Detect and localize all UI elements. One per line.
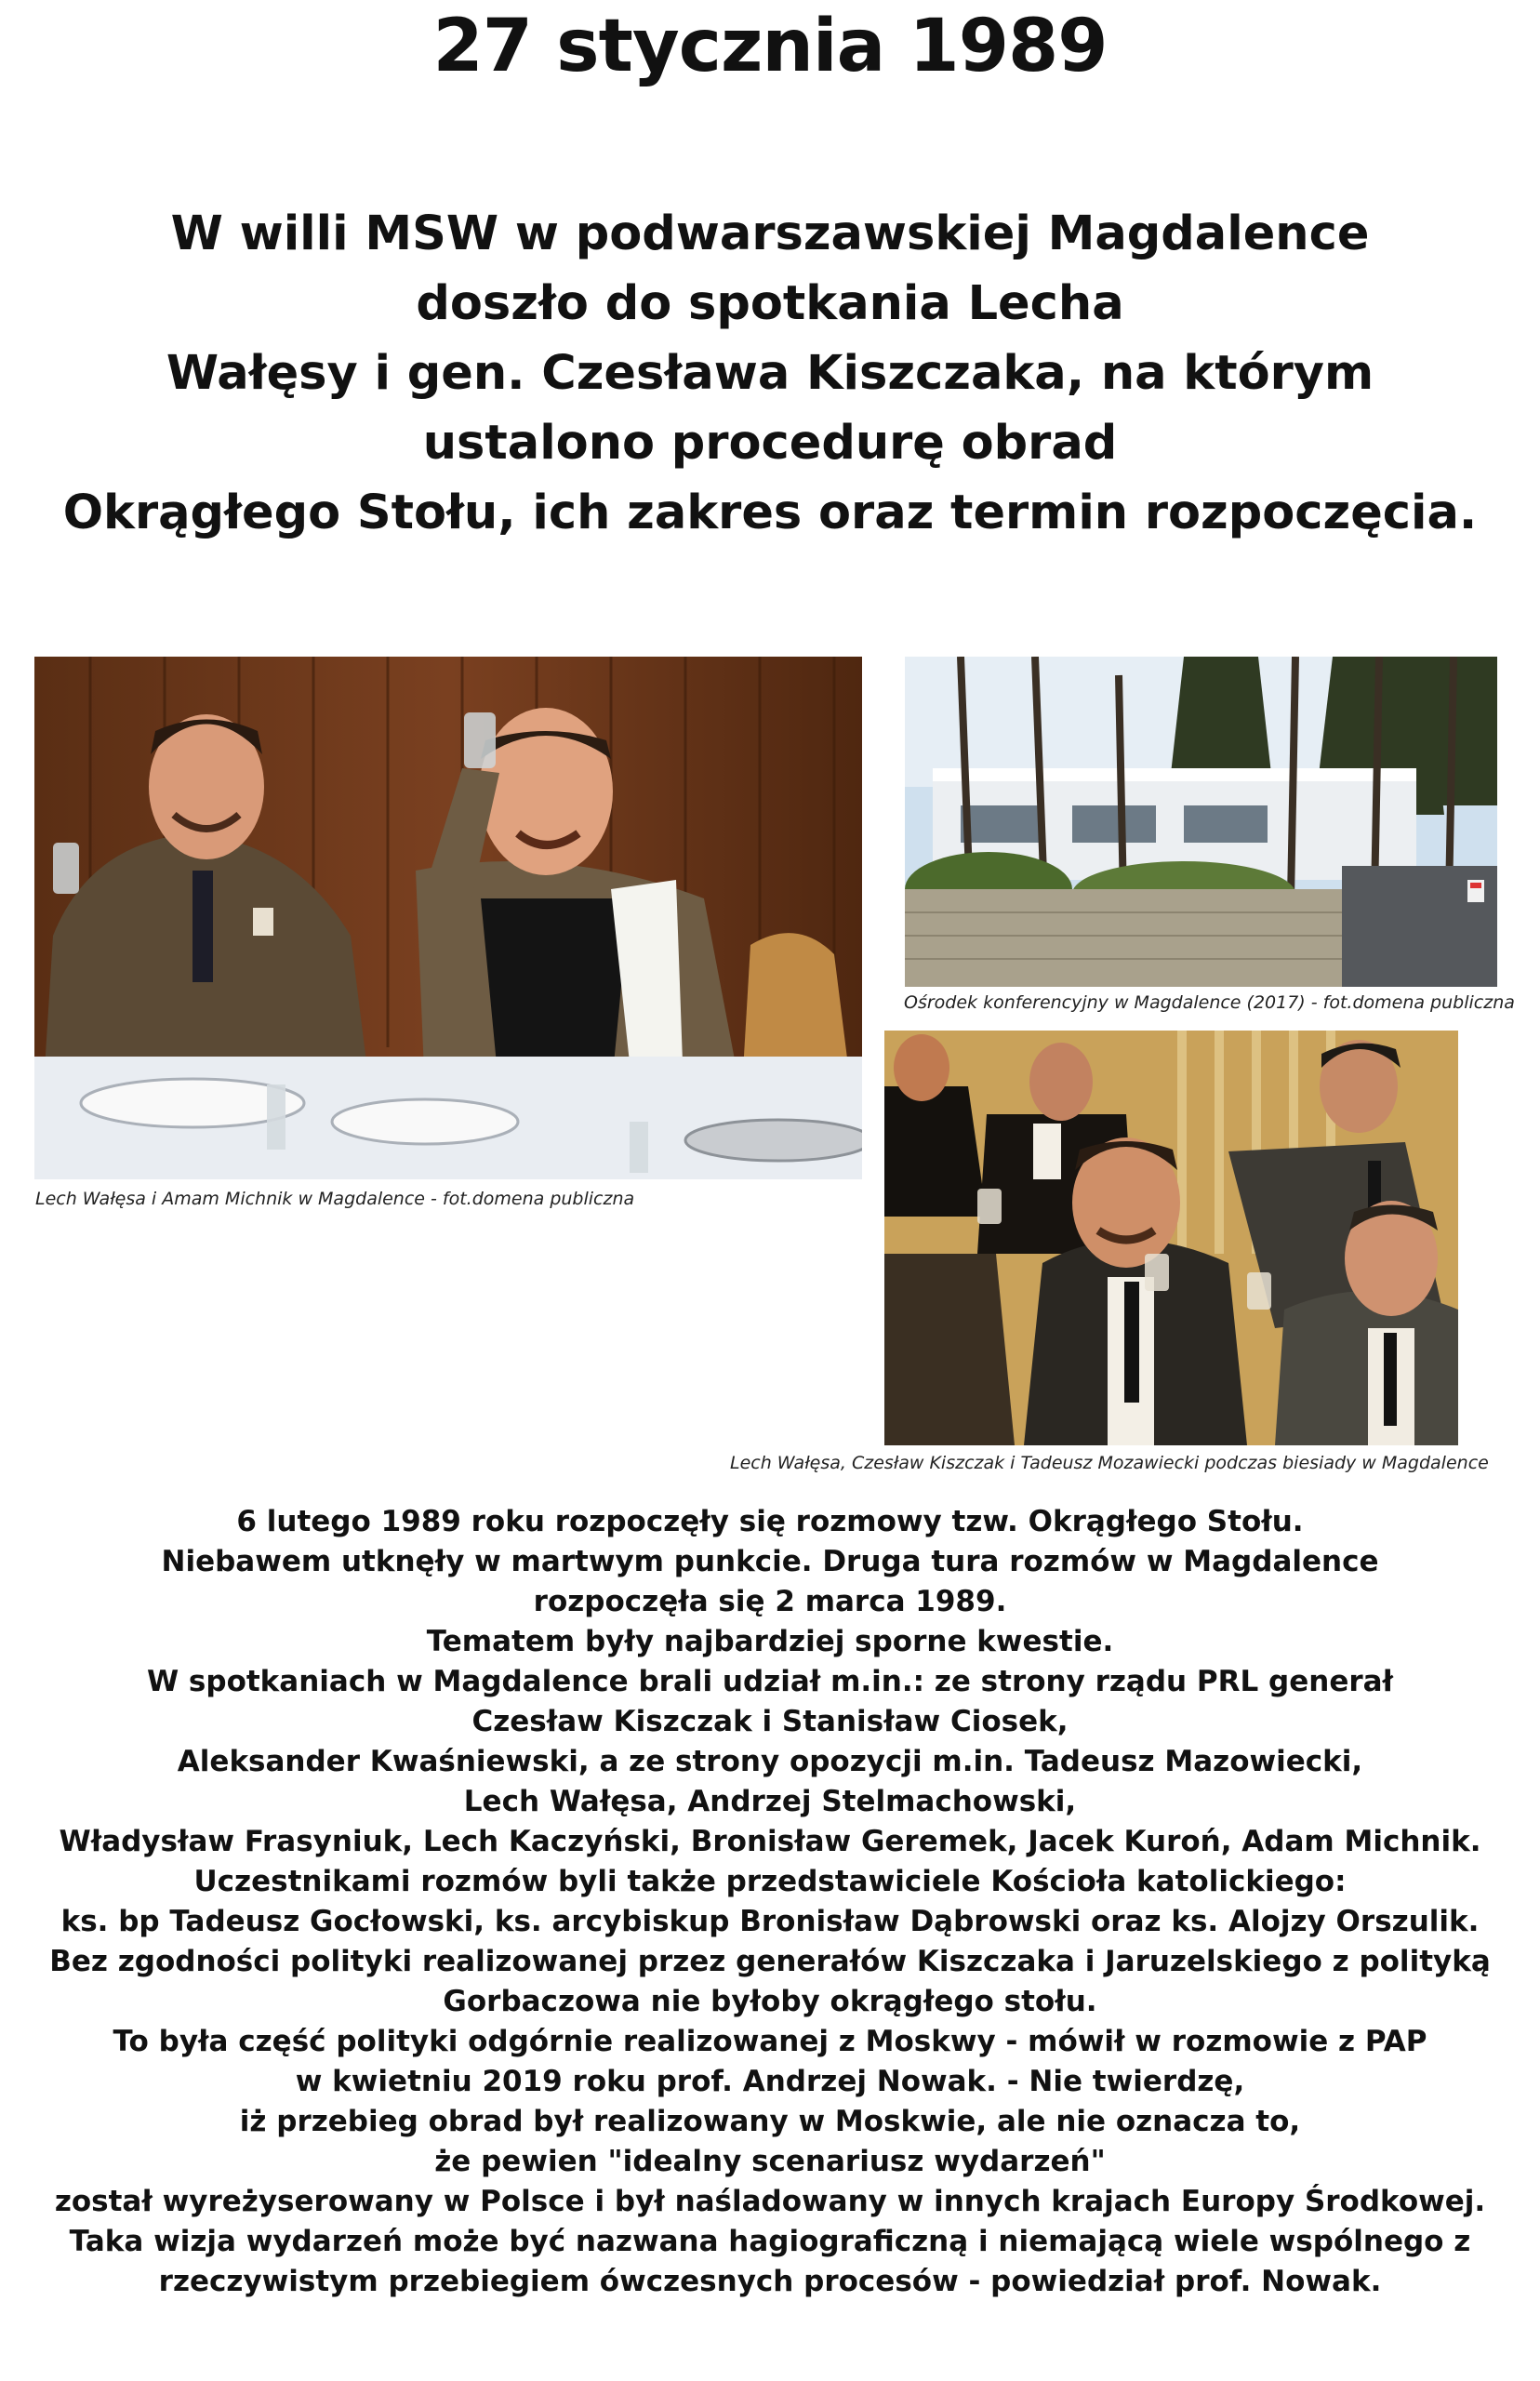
caption-biesiada: Lech Wałęsa, Czesław Kiszczak i Tadeusz Mozawiecki podczas biesiady w Magdalence	[730, 1453, 1489, 1473]
body-line: Niebawem utknęły w martwym punkcie. Druga tura rozmów w Magdalence	[161, 1545, 1379, 1578]
caption-walesa-michnik: Lech Wałęsa i Amam Michnik w Magdalence - fot.domena publiczna	[35, 1189, 635, 1209]
body-line: W spotkaniach w Magdalence brali udział m.in.: ze strony rządu PRL generał	[146, 1665, 1394, 1698]
photo-walesa-michnik	[34, 657, 862, 1179]
body-line: To była część polityki odgórnie realizowanej z Moskwy - mówił w rozmowie z PAP	[113, 2025, 1427, 2058]
body-line: Aleksander Kwaśniewski, a ze strony opozycji m.in. Tadeusz Mazowiecki,	[177, 1745, 1363, 1778]
body-paragraph	[28, 1502, 1512, 2302]
body-line: Lech Wałęsa, Andrzej Stelmachowski,	[463, 1785, 1077, 1818]
photo-osrodek	[905, 657, 1497, 987]
page-title: 27 stycznia 1989	[432, 5, 1108, 88]
lead-line: Okrągłego Stołu, ich zakres oraz termin rozpoczęcia.	[62, 486, 1478, 540]
lead-line: ustalono procedurę obrad	[422, 416, 1118, 471]
body-line: Uczestnikami rozmów byli także przedstawiciele Kościoła katolickiego:	[193, 1865, 1347, 1898]
body-line: 6 lutego 1989 roku rozpoczęły się rozmowy tzw. Okrągłego Stołu.	[236, 1505, 1304, 1538]
body-line: został wyreżyserowany w Polsce i był naśladowany w innych krajach Europy Środkowej.	[54, 2185, 1486, 2218]
body-line: rzeczywistym przebiegiem ówczesnych procesów - powiedział prof. Nowak.	[158, 2265, 1382, 2298]
caption-osrodek: Ośrodek konferencyjny w Magdalence (2017) - fot.domena publiczna	[904, 992, 1515, 1013]
lead-line: W willi MSW w podwarszawskiej Magdalence	[170, 206, 1370, 261]
photo-biesiada	[884, 1031, 1458, 1445]
body-line: rozpoczęła się 2 marca 1989.	[533, 1585, 1007, 1618]
lead-line: doszło do spotkania Lecha	[416, 276, 1124, 331]
body-line: że pewien "idealny scenariusz wydarzeń"	[434, 2145, 1106, 2178]
body-line: Władysław Frasyniuk, Lech Kaczyński, Bronisław Geremek, Jacek Kuroń, Adam Michnik.	[59, 1825, 1481, 1858]
lead-paragraph	[37, 199, 1503, 548]
body-line: Taka wizja wydarzeń może być nazwana hagiograficzną i niemającą wiele wspólnego z	[69, 2225, 1471, 2258]
body-line: Czesław Kiszczak i Stanisław Ciosek,	[471, 1705, 1069, 1738]
body-line: ks. bp Tadeusz Gocłowski, ks. arcybiskup Bronisław Dąbrowski oraz ks. Alojzy Orszulik.	[60, 1905, 1480, 1938]
body-line: Gorbaczowa nie byłoby okrągłego stołu.	[443, 1985, 1097, 2018]
body-line: Bez zgodności polityki realizowanej przez generałów Kiszczaka i Jaruzelskiego z polityką	[49, 1945, 1491, 1978]
body-line: Tematem były najbardziej sporne kwestie.	[426, 1625, 1114, 1658]
lead-line: Wałęsy i gen. Czesława Kiszczaka, na którym	[166, 346, 1374, 401]
body-line: w kwietniu 2019 roku prof. Andrzej Nowak. - Nie twierdzę,	[295, 2065, 1245, 2098]
body-line: iż przebieg obrad był realizowany w Moskwie, ale nie oznacza to,	[239, 2105, 1301, 2138]
